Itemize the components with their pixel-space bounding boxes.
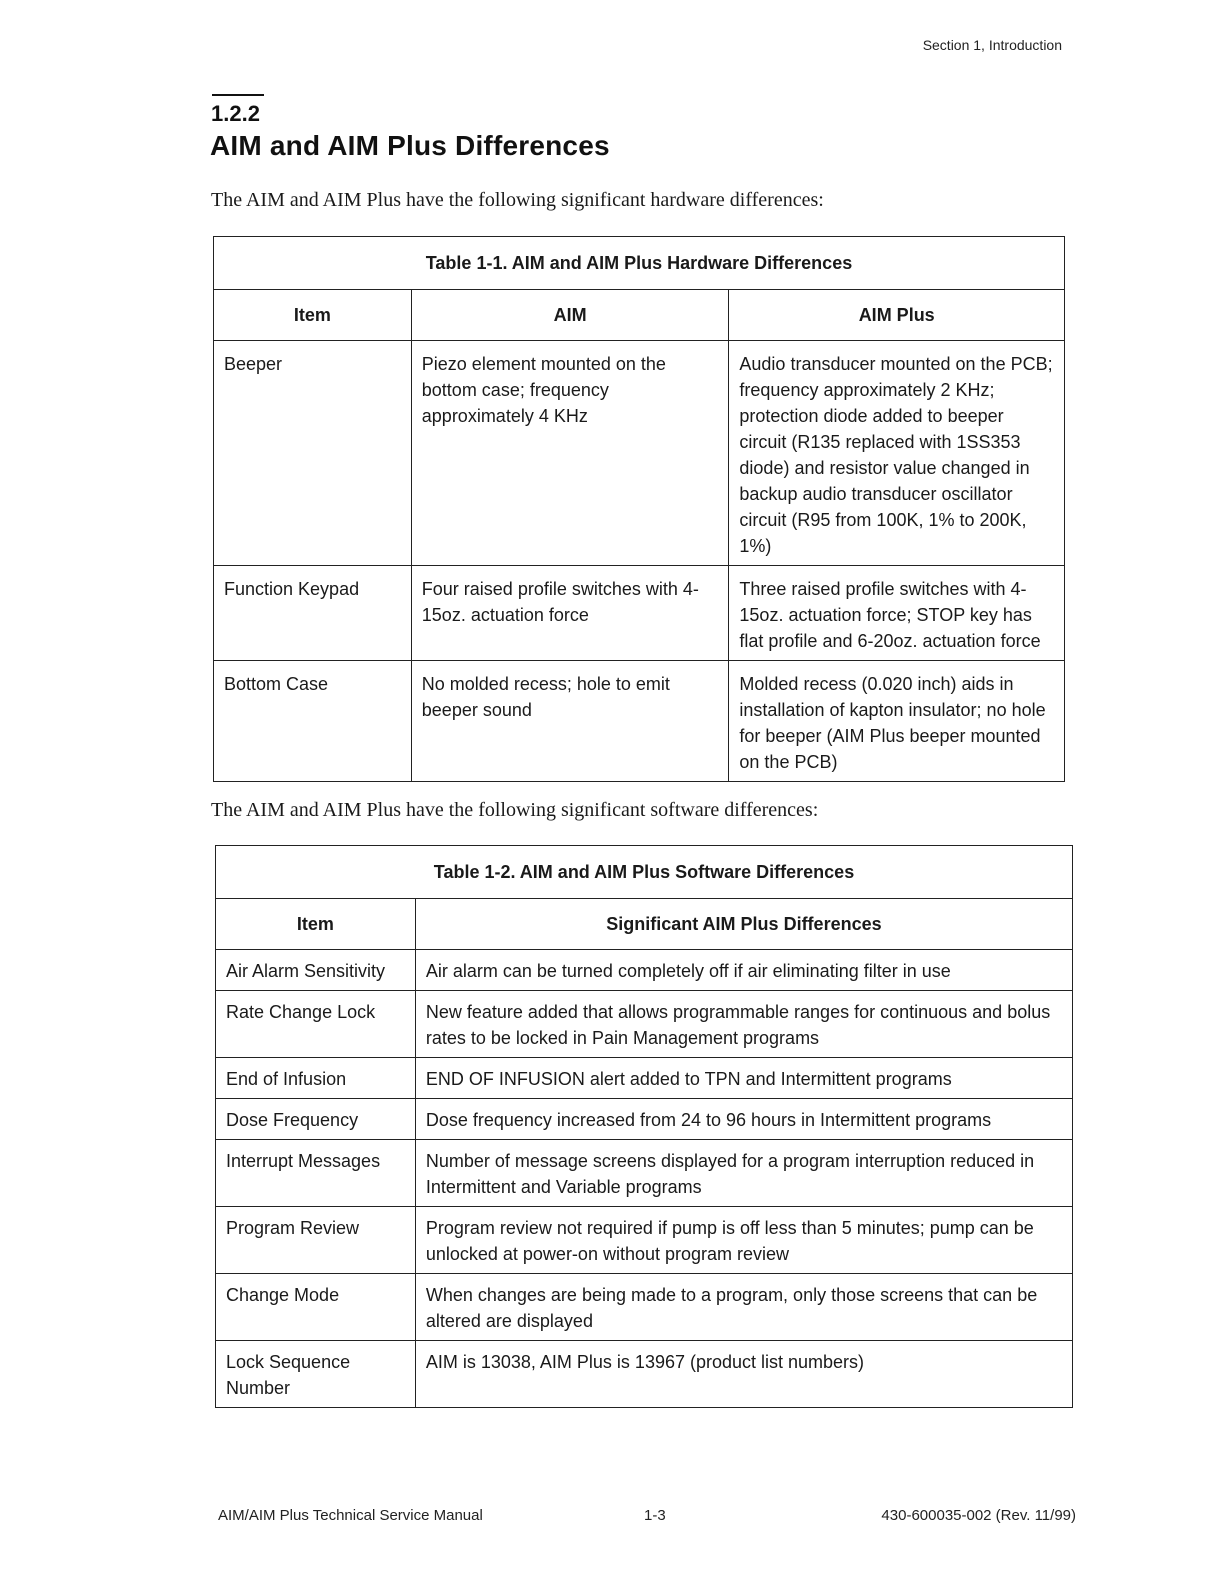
- table-row: [216, 950, 1073, 991]
- sw-item-cell: Program Review: [216, 1207, 416, 1274]
- software-differences-table: [215, 845, 1073, 1408]
- table-row: [216, 1099, 1073, 1140]
- table-row: [216, 1341, 1073, 1408]
- hw-aim-cell: Four raised profile switches with 4-15oz. actuation force: [411, 566, 729, 661]
- intro-software-paragraph: The AIM and AIM Plus have the following significant software differences:: [211, 799, 819, 821]
- hardware-table-header-row: [214, 290, 1065, 341]
- column-header-aim: AIM: [411, 290, 729, 341]
- column-header-differences: Significant AIM Plus Differences: [415, 899, 1072, 950]
- sw-item-cell: Air Alarm Sensitivity: [216, 950, 416, 991]
- sw-difference-cell: Program review not required if pump is off less than 5 minutes; pump can be unlocked at power-on without program review: [415, 1207, 1072, 1274]
- column-header-aim-plus: AIM Plus: [729, 290, 1065, 341]
- hw-aim-plus-cell: Three raised profile switches with 4-15oz. actuation force; STOP key has flat profile and 6-20oz. actuation force: [729, 566, 1065, 661]
- hw-item-cell: Bottom Case: [214, 661, 412, 782]
- sw-difference-cell: Number of message screens displayed for a program interruption reduced in Intermittent and Variable programs: [415, 1140, 1072, 1207]
- table-row: [216, 991, 1073, 1058]
- sw-item-cell: End of Infusion: [216, 1058, 416, 1099]
- table-row: [214, 566, 1065, 661]
- section-title: AIM and AIM Plus Differences: [210, 130, 610, 161]
- footer-page-number: 1-3: [644, 1507, 666, 1524]
- table-row: [216, 1207, 1073, 1274]
- table-row: [216, 1058, 1073, 1099]
- sw-item-cell: Rate Change Lock: [216, 991, 416, 1058]
- sw-difference-cell: END OF INFUSION alert added to TPN and Intermittent programs: [415, 1058, 1072, 1099]
- hw-aim-plus-cell: Audio transducer mounted on the PCB; frequency approximately 2 KHz; protection diode added to beeper circuit (R135 replaced with 1SS353 diode) and resistor value changed in backup audio transducer oscillator circuit (R95 from 100K, 1% to 200K, 1%): [729, 341, 1065, 566]
- sw-item-cell: Dose Frequency: [216, 1099, 416, 1140]
- software-table-caption: Table 1-2. AIM and AIM Plus Software Differences: [216, 846, 1073, 899]
- column-header-item: Item: [216, 899, 416, 950]
- hw-aim-plus-cell: Molded recess (0.020 inch) aids in installation of kapton insulator; no hole for beeper (AIM Plus beeper mounted on the PCB): [729, 661, 1065, 782]
- footer-manual-title: AIM/AIM Plus Technical Service Manual: [218, 1507, 483, 1524]
- table-row: [216, 1140, 1073, 1207]
- table-row: [216, 1274, 1073, 1341]
- sw-item-cell: Lock Sequence Number: [216, 1341, 416, 1408]
- sw-difference-cell: Dose frequency increased from 24 to 96 hours in Intermittent programs: [415, 1099, 1072, 1140]
- page-header-section-label: Section 1, Introduction: [922, 37, 1062, 53]
- table-row: [214, 341, 1065, 566]
- section-number: 1.2.2: [211, 101, 260, 126]
- sw-item-cell: Interrupt Messages: [216, 1140, 416, 1207]
- column-header-item: Item: [214, 290, 412, 341]
- sw-difference-cell: When changes are being made to a program, only those screens that can be altered are displayed: [415, 1274, 1072, 1341]
- intro-hardware-paragraph: The AIM and AIM Plus have the following significant hardware differences:: [211, 189, 824, 211]
- sw-difference-cell: Air alarm can be turned completely off if air eliminating filter in use: [415, 950, 1072, 991]
- hw-aim-cell: Piezo element mounted on the bottom case; frequency approximately 4 KHz: [411, 341, 729, 566]
- table-row: [214, 661, 1065, 782]
- hw-item-cell: Beeper: [214, 341, 412, 566]
- hardware-differences-table: [213, 236, 1065, 782]
- software-table-header-row: [216, 899, 1073, 950]
- sw-difference-cell: AIM is 13038, AIM Plus is 13967 (product list numbers): [415, 1341, 1072, 1408]
- sw-item-cell: Change Mode: [216, 1274, 416, 1341]
- section-rule: [212, 94, 264, 96]
- hw-item-cell: Function Keypad: [214, 566, 412, 661]
- hw-aim-cell: No molded recess; hole to emit beeper sound: [411, 661, 729, 782]
- hardware-table-caption: Table 1-1. AIM and AIM Plus Hardware Differences: [214, 237, 1065, 290]
- footer-document-number: 430-600035-002 (Rev. 11/99): [881, 1507, 1076, 1524]
- sw-difference-cell: New feature added that allows programmable ranges for continuous and bolus rates to be locked in Pain Management programs: [415, 991, 1072, 1058]
